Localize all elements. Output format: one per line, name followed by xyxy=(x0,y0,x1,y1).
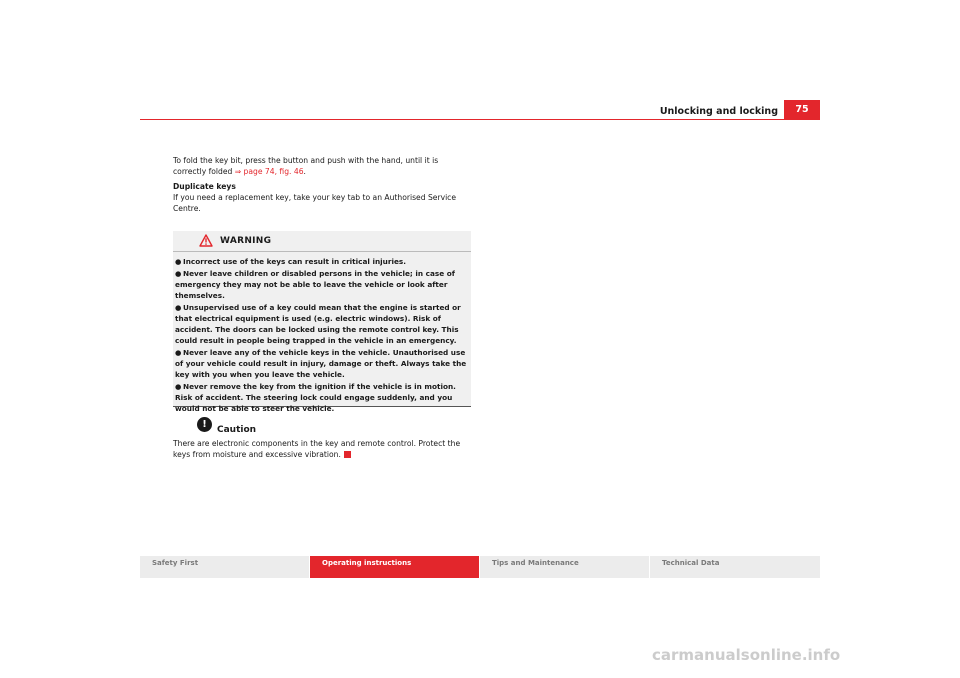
warning-item-text: Unsupervised use of a key could mean that the engine is started or that electrical equipment is used (e.g. electric windows). Risk of accident. The doors can be locked using the remote control key. This could result in people being trapped in the vehicle in an emergency. xyxy=(175,303,461,345)
caution-label: Caution xyxy=(217,425,257,435)
warning-label: WARNING xyxy=(220,236,272,246)
warning-triangle-icon xyxy=(199,234,213,247)
fold-text: To fold the key bit, press the button and push with the hand, until it is correctly folded xyxy=(173,156,439,176)
bullet-icon: ● xyxy=(175,303,182,312)
fold-crossref-link[interactable]: ⇒ page 74, fig. 46 xyxy=(234,167,304,176)
watermark-text: carmanualsonline.info xyxy=(652,646,841,664)
warning-list xyxy=(173,252,471,414)
page-number-badge: 75 xyxy=(784,100,820,120)
warning-item-text: Never leave any of the vehicle keys in the vehicle. Unauthorised use of your vehicle could result in injury, damage or theft. Always take the key with you when you leave the vehicle. xyxy=(175,348,467,379)
duplicate-keys-paragraph: If you need a replacement key, take your key tab to an Authorised Service Centre. xyxy=(173,193,457,213)
caution-text: There are electronic components in the key and remote control. Protect the keys from moisture and excessive vibration. xyxy=(173,439,461,459)
header-divider xyxy=(140,119,820,120)
warning-item xyxy=(175,256,467,267)
fold-paragraph xyxy=(173,155,469,177)
section-end-mark-icon xyxy=(344,451,351,458)
warning-item xyxy=(175,302,467,346)
caution-text-block xyxy=(173,438,469,460)
bullet-icon: ● xyxy=(175,257,182,266)
footer-tab-technical-data[interactable]: Technical Data xyxy=(650,556,820,578)
warning-item-text: Never remove the key from the ignition if the vehicle is in motion. Risk of accident. The steering lock could engage suddenly, and you would not be able to steer the vehicle. xyxy=(175,382,456,413)
bullet-icon: ● xyxy=(175,382,182,391)
warning-item xyxy=(175,347,467,380)
warning-header xyxy=(173,231,471,252)
warning-item xyxy=(175,381,467,414)
warning-box xyxy=(173,231,471,413)
caution-icon: ! xyxy=(197,417,212,432)
warning-item-text: Incorrect use of the keys can result in critical injuries. xyxy=(183,257,407,266)
bullet-icon: ● xyxy=(175,269,182,278)
duplicate-keys-heading: Duplicate keys xyxy=(173,182,236,191)
footer-tab-operating-instructions[interactable]: Operating instructions xyxy=(310,556,479,578)
fold-end: . xyxy=(303,167,306,176)
bullet-icon: ● xyxy=(175,348,182,357)
warning-item xyxy=(175,268,467,301)
caution-paragraph xyxy=(173,438,469,460)
warning-item-text: Never leave children or disabled persons in the vehicle; in case of emergency they may not be able to leave the vehicle or look after themselves. xyxy=(175,269,455,300)
footer-tab-tips-and-maintenance[interactable]: Tips and Maintenance xyxy=(480,556,649,578)
footer-tab-safety-first[interactable]: Safety First xyxy=(140,556,309,578)
page-header-title: Unlocking and locking xyxy=(659,106,778,117)
body-text-top xyxy=(173,155,469,214)
